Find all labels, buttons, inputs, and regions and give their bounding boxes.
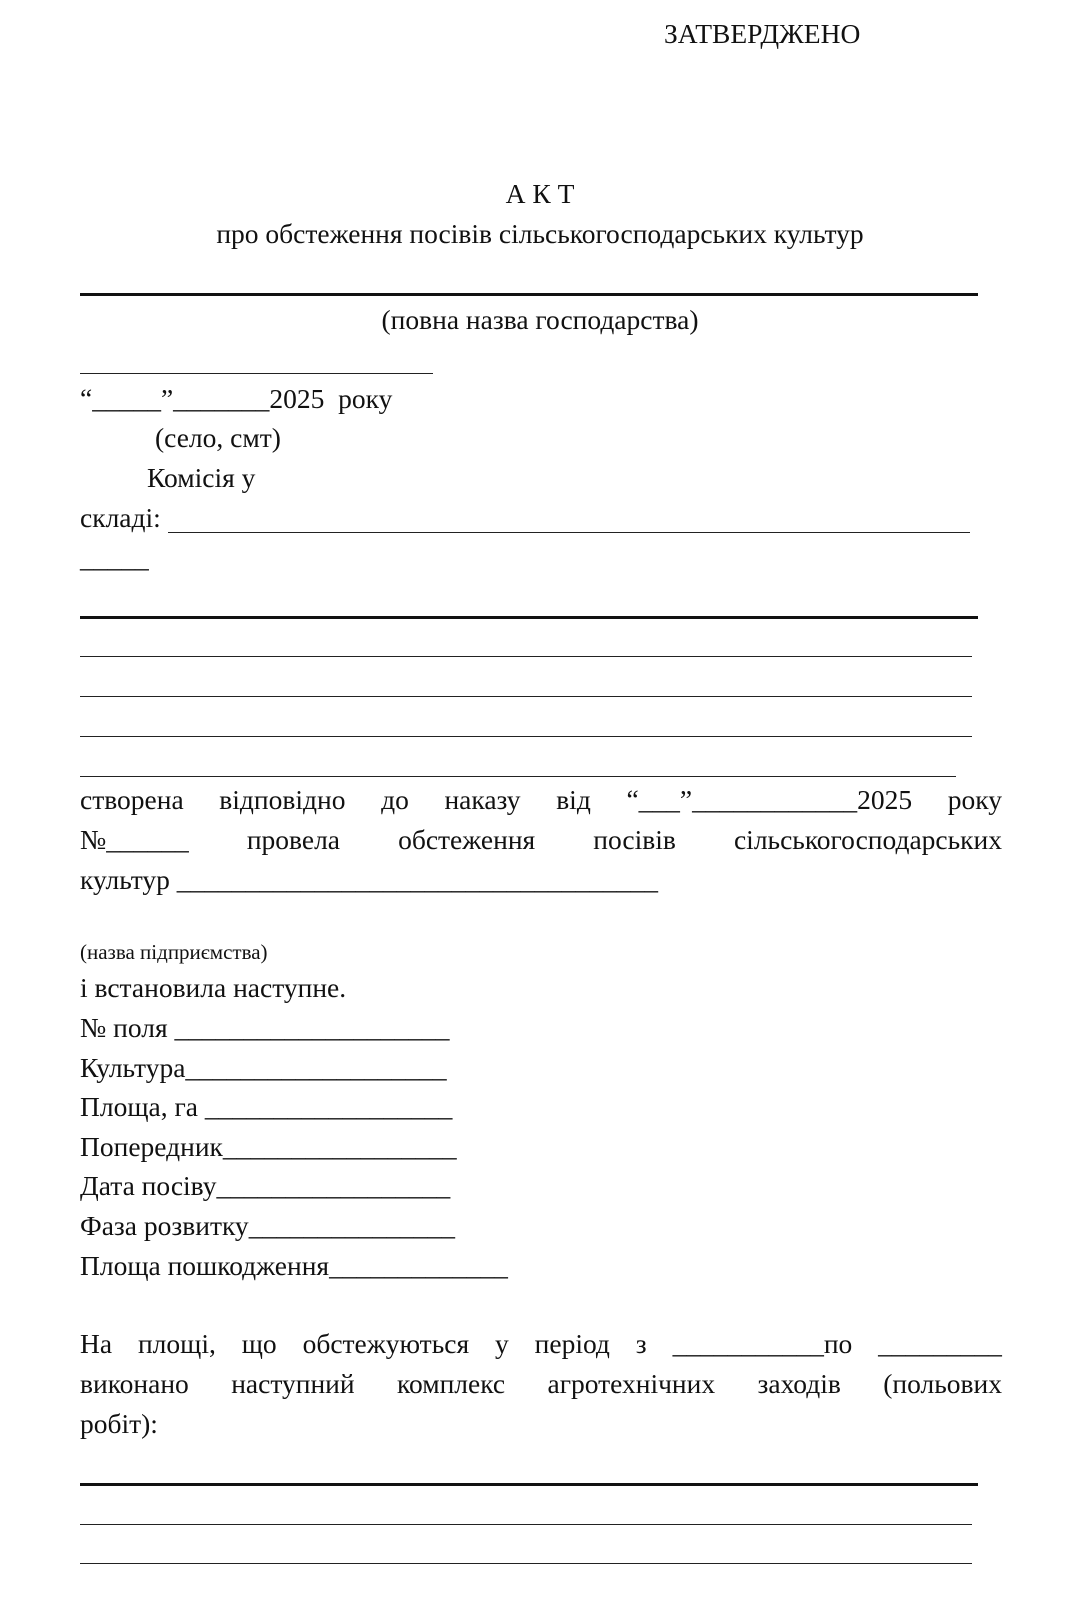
order-number-blank[interactable]: №______: [80, 824, 189, 855]
commission-blank-2[interactable]: [80, 616, 978, 619]
approved-stamp-text: ЗАТВЕРДЖЕНО: [664, 18, 861, 49]
enterprise-caption: (назва підприємства): [80, 940, 268, 964]
document-title: А К Т: [505, 178, 575, 209]
damage-area-row[interactable]: Площа пошкодження_____________: [80, 1250, 508, 1281]
growth-phase-row[interactable]: Фаза розвитку_______________: [80, 1210, 455, 1241]
place-caption: (село, смт): [155, 422, 281, 453]
order-line-1: створена відповідно до наказу від “___”____________2025 року: [80, 780, 1002, 820]
measures-blank-1[interactable]: [80, 1483, 978, 1486]
commission-blank-tail[interactable]: _____: [80, 542, 149, 573]
order-line-2: №______ провела обстеження посівів сільськогосподарських: [80, 820, 1002, 860]
area-row[interactable]: Площа, га __________________: [80, 1091, 453, 1122]
measures-line-2: виконано наступний комплекс агротехнічних заходів (польових: [80, 1368, 1002, 1399]
measures-paragraph: [80, 1324, 1002, 1444]
order-paragraph: [80, 780, 1002, 900]
farm-name-line[interactable]: [80, 293, 978, 296]
commission-blank-4[interactable]: [80, 696, 972, 697]
established-text: і встановила наступне.: [80, 972, 347, 1003]
measures-blank-2[interactable]: [80, 1524, 972, 1525]
period-from-blank[interactable]: ___________по: [672, 1328, 853, 1359]
field-number-row[interactable]: № поля ____________________: [80, 1012, 450, 1043]
period-to-blank[interactable]: _________: [878, 1328, 1002, 1359]
commission-blank-6[interactable]: [80, 776, 956, 777]
crop-row[interactable]: Культура___________________: [80, 1052, 447, 1083]
commission-label: Комісія у: [147, 462, 256, 493]
predecessor-row[interactable]: Попередник_________________: [80, 1131, 457, 1162]
measures-blank-3[interactable]: [80, 1563, 972, 1564]
farm-name-caption: (повна назва господарства): [381, 304, 699, 335]
measures-line-3: робіт):: [80, 1408, 158, 1439]
place-blank-line[interactable]: [80, 373, 433, 374]
commission-blank-5[interactable]: [80, 736, 972, 737]
sowing-date-row[interactable]: Дата посіву_________________: [80, 1170, 451, 1201]
order-line-3[interactable]: культур ___________________________________: [80, 864, 659, 895]
document-subtitle: про обстеження посівів сільськогосподарських культур: [216, 218, 864, 249]
order-date-blank[interactable]: “___”____________2025: [626, 784, 913, 815]
commission-blank-1[interactable]: [168, 532, 970, 533]
commission-label-cont: складі:: [80, 502, 161, 533]
date-line[interactable]: “_____”_______2025 року: [80, 383, 393, 414]
measures-line-1: На площі, що обстежуються у період з ___________по _________: [80, 1324, 1002, 1364]
commission-blank-3[interactable]: [80, 656, 972, 657]
